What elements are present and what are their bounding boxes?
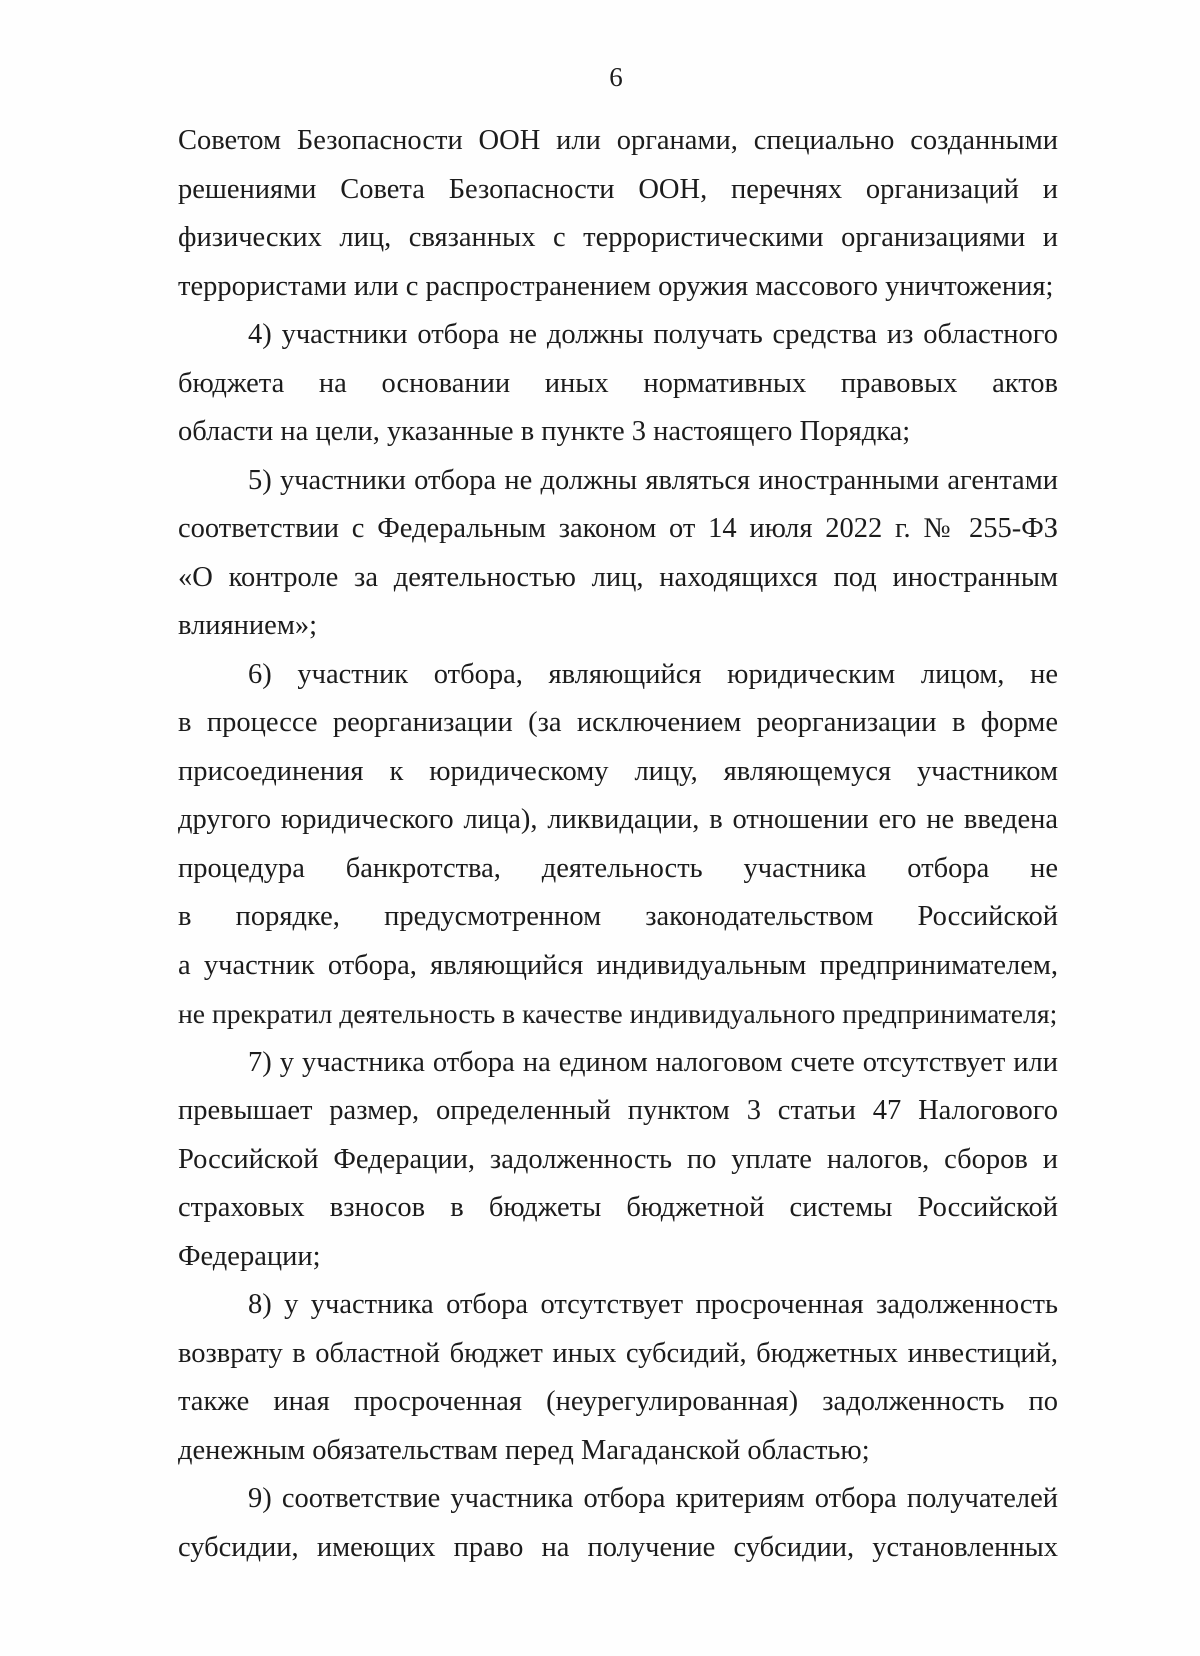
text-line: Российской Федерации, задолженность по уплате налогов, сборов и bbox=[178, 1143, 1058, 1175]
text-line: в порядке, предусмотренном законодательством Российской bbox=[178, 901, 1058, 932]
text-line: присоединения к юридическому лицу, являющемуся участником bbox=[178, 755, 1058, 787]
text-line: а участник отбора, являющийся индивидуальным предпринимателем, bbox=[178, 949, 1058, 981]
text-line: Советом Безопасности ООН или органами, специально созданными bbox=[178, 125, 1058, 156]
text-line: влиянием»; bbox=[178, 610, 318, 641]
text-line: также иная просроченная (неурегулированная) задолженность по bbox=[178, 1386, 1058, 1417]
text-line: 7) у участника отбора на едином налоговом счете отсутствует или bbox=[248, 1046, 1058, 1078]
text-line: соответствии с Федеральным законом от 14 июля 2022 г. № 255-ФЗ bbox=[178, 513, 1058, 544]
page-number: 6 bbox=[609, 62, 623, 92]
text-line: субсидии, имеющих право на получение субсидии, установленных bbox=[178, 1531, 1058, 1563]
text-line: другого юридического лица), ликвидации, в отношении его не введена bbox=[178, 804, 1058, 835]
text-line: бюджета на основании иных нормативных правовых актов bbox=[178, 367, 1058, 399]
text-line: возврату в областной бюджет иных субсидий, бюджетных инвестиций, bbox=[178, 1337, 1058, 1369]
text-line: «О контроле за деятельностью лиц, находящихся под иностранным bbox=[178, 561, 1058, 593]
document-body bbox=[178, 117, 1058, 1572]
text-line: не прекратил деятельность в качестве индивидуального предпринимателя; bbox=[178, 998, 1058, 1029]
text-line: Федерации; bbox=[178, 1240, 321, 1272]
text-line: террористами или с распространением оружия массового уничтожения; bbox=[178, 270, 1054, 302]
text-line: области на цели, указанные в пункте 3 настоящего Порядка; bbox=[178, 416, 911, 447]
text-line: физических лиц, связанных с террористическими организациями и bbox=[178, 222, 1058, 253]
text-line: процедура банкротства, деятельность участника отбора не bbox=[178, 852, 1058, 884]
text-line: страховых взносов в бюджеты бюджетной системы Российской bbox=[178, 1192, 1058, 1223]
text-line: 9) соответствие участника отбора критериям отбора получателей bbox=[248, 1483, 1058, 1514]
text-line: решениями Совета Безопасности ООН, перечнях организаций и bbox=[178, 173, 1058, 205]
text-line: превышает размер, определенный пунктом 3 статьи 47 Налогового bbox=[178, 1095, 1058, 1126]
text-line: денежным обязательствам перед Магаданской областью; bbox=[178, 1434, 870, 1466]
text-line: 4) участники отбора не должны получать средства из областного bbox=[248, 319, 1058, 350]
text-line: 8) у участника отбора отсутствует просроченная задолженность bbox=[248, 1289, 1058, 1320]
text-line: 5) участники отбора не должны являться иностранными агентами bbox=[248, 464, 1058, 496]
text-line: 6) участник отбора, являющийся юридическим лицом, не bbox=[248, 658, 1058, 690]
text-line: в процессе реорганизации (за исключением реорганизации в форме bbox=[178, 707, 1058, 738]
